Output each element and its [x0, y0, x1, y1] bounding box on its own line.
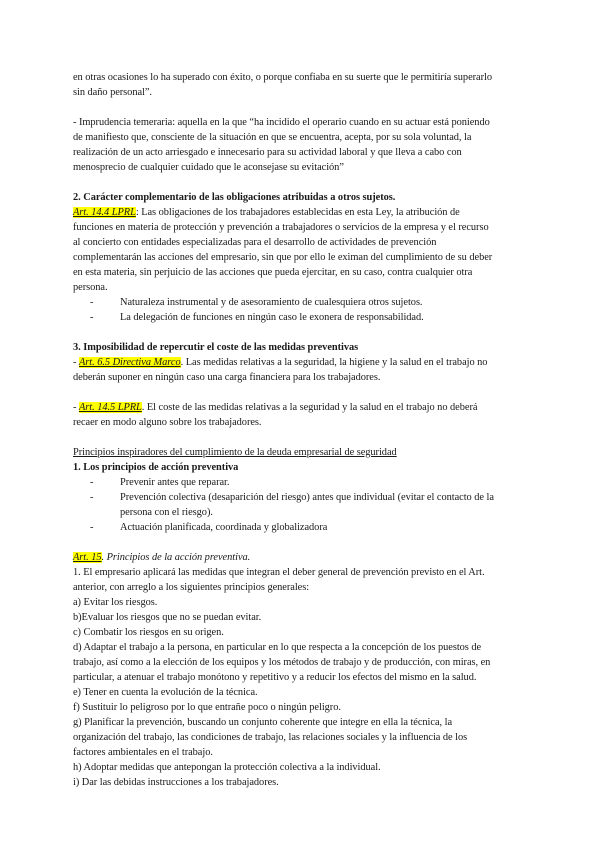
article-reference: Art. 15: [73, 552, 102, 563]
principles-subheading: 1. Los principios de acción preventiva: [73, 462, 239, 473]
list-item: - Prevenir antes que reparar.: [90, 477, 230, 488]
article-title: . Principios de la acción preventiva.: [101, 552, 251, 563]
text-line: [73, 205, 522, 220]
text-line: al concierto con entidades especializadas para el desarrollo de actividades de prevención: [73, 237, 437, 248]
text-line: factores ambientales en el trabajo.: [73, 747, 213, 758]
text-line: deberán suponer en ningún caso una carga financiera para los trabajadores.: [73, 372, 381, 383]
text-line: funciones en materia de protección y prevención a trabajadores o servicios de la empresa y el recurso: [73, 222, 489, 233]
list-item: - La delegación de funciones en ningún caso le exonera de responsabilidad.: [90, 312, 424, 323]
list-item: - Naturaleza instrumental y de asesoramiento de cualesquiera otros sujetos.: [90, 297, 423, 308]
text-line: - Imprudencia temeraria: aquella en la que “ha incidido el operario cuando en su actuar está poniendo: [73, 117, 490, 128]
text-line: realización de un acto arriesgado e innecesario para su actividad laboral y que lleva a cabo con: [73, 147, 462, 158]
text-line: 1. El empresario aplicará las medidas que integran el deber general de prevención previsto en el Art.: [73, 567, 485, 578]
list-item: i) Dar las debidas instrucciones a los trabajadores.: [73, 777, 279, 788]
text-line: persona.: [73, 282, 108, 293]
article-text: : Las obligaciones de los trabajadores establecidas en esta Ley, la atribución de: [135, 207, 460, 218]
list-item: b)Evaluar los riesgos que no se puedan evitar.: [73, 612, 262, 623]
section-3: [73, 340, 522, 430]
text-line: recaer en modo alguno sobre los trabajadores.: [73, 417, 262, 428]
article-15: [73, 550, 522, 790]
paragraph-continuation: [73, 70, 522, 100]
section-heading: 3. Imposibilidad de repercutir el coste de las medidas preventivas: [73, 342, 359, 353]
text-line: anterior, con arreglo a los siguientes principios generales:: [73, 582, 310, 593]
list-item: g) Planificar la prevención, buscando un conjunto coherente que integre en ella la técnica, la: [73, 717, 453, 728]
text-line: en otras ocasiones lo ha superado con éxito, o porque confiaba en su suerte que le permitiría superarlo: [73, 72, 492, 83]
article-reference: Art. 14.5 LPRL: [78, 402, 142, 413]
list-item: d) Adaptar el trabajo a la persona, en particular en lo que respecta a la concepción de los puestos de: [73, 642, 482, 653]
text-line: - Art. 14.5 LPRL. El coste de las medidas relativas a la seguridad y la salud en el trabajo no deberá: [73, 402, 478, 413]
text-line: particular, a atenuar el trabajo monótono y repetitivo y a reducir los efectos del mismo en la salud.: [73, 672, 477, 683]
list-item: f) Sustituir lo peligroso por lo que entrañe poco o ningún peligro.: [73, 702, 341, 713]
bullet-list: [73, 475, 522, 535]
text-line: organización del trabajo, las condiciones de trabajo, las relaciones sociales y la influencia de los: [73, 732, 468, 743]
bullet-list: [73, 295, 522, 325]
text-line: complementarán las acciones del empresario, sin que por ello le eximan del cumplimiento de su deber: [73, 252, 493, 263]
principles-section: [73, 445, 522, 535]
list-item: a) Evitar los riesgos.: [73, 597, 158, 608]
list-item: h) Adoptar medidas que antepongan la protección colectiva a la individual.: [73, 762, 381, 773]
text-line: menosprecio de cualquier cuidado que le aconsejase su evitación”: [73, 162, 344, 173]
text-line: trabajo, así como a la elección de los equipos y los métodos de trabajo y de producción, con miras, en: [73, 657, 491, 668]
article-reference: Art. 14.4 LPRL: [73, 207, 136, 218]
text-line: en esta materia, sin perjuicio de las acciones que pueda ejercitar, en su caso, contra cualquier otra: [73, 267, 473, 278]
text-line: de manifiesto que, consciente de la situación en que se encuentra, acepta, por su sola voluntad, la: [73, 132, 472, 143]
article-heading: [73, 550, 522, 565]
section-2: [73, 190, 522, 325]
list-item: - Actuación planificada, coordinada y globalizadora: [90, 522, 328, 533]
article-reference: Art. 6.5 Directiva Marco: [78, 357, 181, 368]
list-item: e) Tener en cuenta la evolución de la técnica.: [73, 687, 258, 698]
paragraph-imprudencia: [73, 115, 522, 175]
text-line: - Art. 6.5 Directiva Marco. Las medidas relativas a la seguridad, la higiene y la salud en el trabajo no: [73, 357, 488, 368]
text-line: sin daño personal”.: [73, 87, 152, 98]
principles-title: Principios inspiradores del cumplimiento de la deuda empresarial de seguridad: [73, 447, 397, 458]
list-item: c) Combatir los riesgos en su origen.: [73, 627, 224, 638]
list-item: - Prevención colectiva (desaparición del riesgo) antes que individual (evitar el contacto de la persona con el riesgo).: [90, 492, 494, 518]
section-heading: 2. Carácter complementario de las obligaciones atribuidas a otros sujetos.: [73, 192, 396, 203]
